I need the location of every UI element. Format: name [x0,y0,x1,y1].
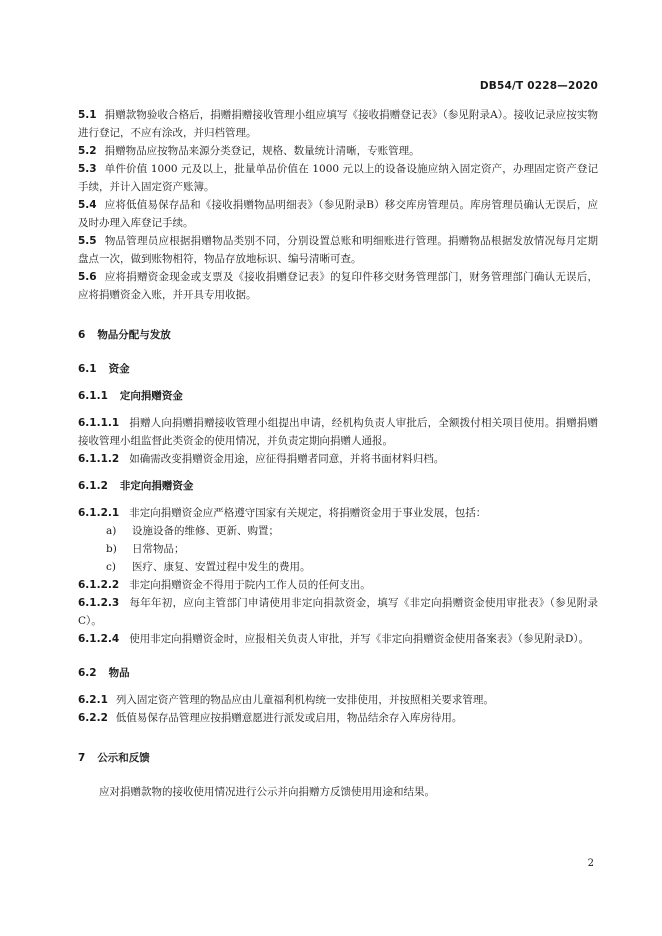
list-item-c: c) 医疗、康复、安置过程中发生的费用。 [106,561,311,573]
clause-5-6: 5.6 应将捐赠资金现金或支票及《接收捐赠登记表》的复印件移交财务管理部门，财务管理部门确认无误后，应将捐赠资金入账，并开具专用收据。 [78,271,598,301]
clause-6-1-2-4: 6.1.2.4 使用非定向捐赠资金时，应报相关负责人审批，并写《非定向捐赠资金使用备案表》（参见附录D）。 [78,633,590,645]
clause-5-2: 5.2 捐赠物品应按物品来源分类登记，规格、数量统计清晰，专账管理。 [78,145,420,157]
section-7-heading: 7 公示和反馈 [78,752,150,764]
clause-6-2-1: 6.2.1 列入固定资产管理的物品应由儿童福利机构统一安排使用，并按照相关要求管理。 [78,694,494,706]
clause-5-1: 5.1 捐赠款物验收合格后，捐赠捐赠接收管理小组应填写《接收捐赠登记表》（参见附录A）。接收记录应按实物进行登记，不应有涂改，并归档管理。 [78,109,598,139]
clause-6-1-1-2: 6.1.1.2 如确需改变捐赠资金用途，应征得捐赠者同意，并将书面材料归档。 [78,453,445,465]
document-body [78,106,598,801]
section-6-1-heading: 6.1 资金 [78,363,130,375]
clause-6-1-1-1: 6.1.1.1 捐赠人向捐赠捐赠接收管理小组提出申请，经机构负责人审批后，全额拨付相关项目使用。捐赠捐赠接收管理小组监督此类资金的使用情况，并负责定期向捐赠人通报。 [78,417,598,447]
clause-6-1-2-2: 6.1.2.2 非定向捐赠资金不得用于院内工作人员的任何支出。 [78,579,371,591]
clause-6-1-2-3: 6.1.2.3 每年年初，应向主管部门申请使用非定向捐款资金，填写《非定向捐赠资金使用审批表》（参见附录C）。 [78,597,598,627]
list-item-a: a) 设施设备的维修、更新、购置； [106,525,279,537]
section-6-1-2-heading: 6.1.2 非定向捐赠资金 [78,480,194,492]
section-6-heading: 6 物品分配与发放 [78,329,171,341]
section-6-2-heading: 6.2 物品 [78,667,130,679]
clause-6-2-2: 6.2.2 低值易保存品管理应按捐赠意愿进行派发或启用，物品结余存入库房待用。 [78,712,463,724]
clause-5-4: 5.4 应将低值易保存品和《接收捐赠物品明细表》（参见附录B）移交库房管理员。库房管理员确认无误后，应及时办理入库登记手续。 [78,199,598,229]
clause-6-1-2-1: 6.1.2.1 非定向捐赠资金应严格遵守国家有关规定，将捐赠资金用于事业发展，包括： [78,507,487,519]
section-6-1-1-heading: 6.1.1 定向捐赠资金 [78,390,183,402]
section-7-body: 应对捐赠款物的接收使用情况进行公示并向捐赠方反馈使用用途和结果。 [99,786,435,798]
page-number: 2 [587,858,594,869]
list-item-b: b) 日常物品； [106,543,185,555]
clause-5-3: 5.3 单件价值 1000 元及以上，批量单品价值在 1000 元以上的设备设施应纳入固定资产，办理固定资产登记手续，并计入固定资产账簿。 [78,163,598,193]
clause-5-5: 5.5 物品管理员应根据捐赠物品类别不同，分别设置总账和明细账进行管理。捐赠物品根据发放情况每月定期盘点一次，做到账物相符，物品存放地标识、编号清晰可查。 [78,235,598,265]
document-standard-id: DB54/T 0228—2020 [479,80,598,92]
